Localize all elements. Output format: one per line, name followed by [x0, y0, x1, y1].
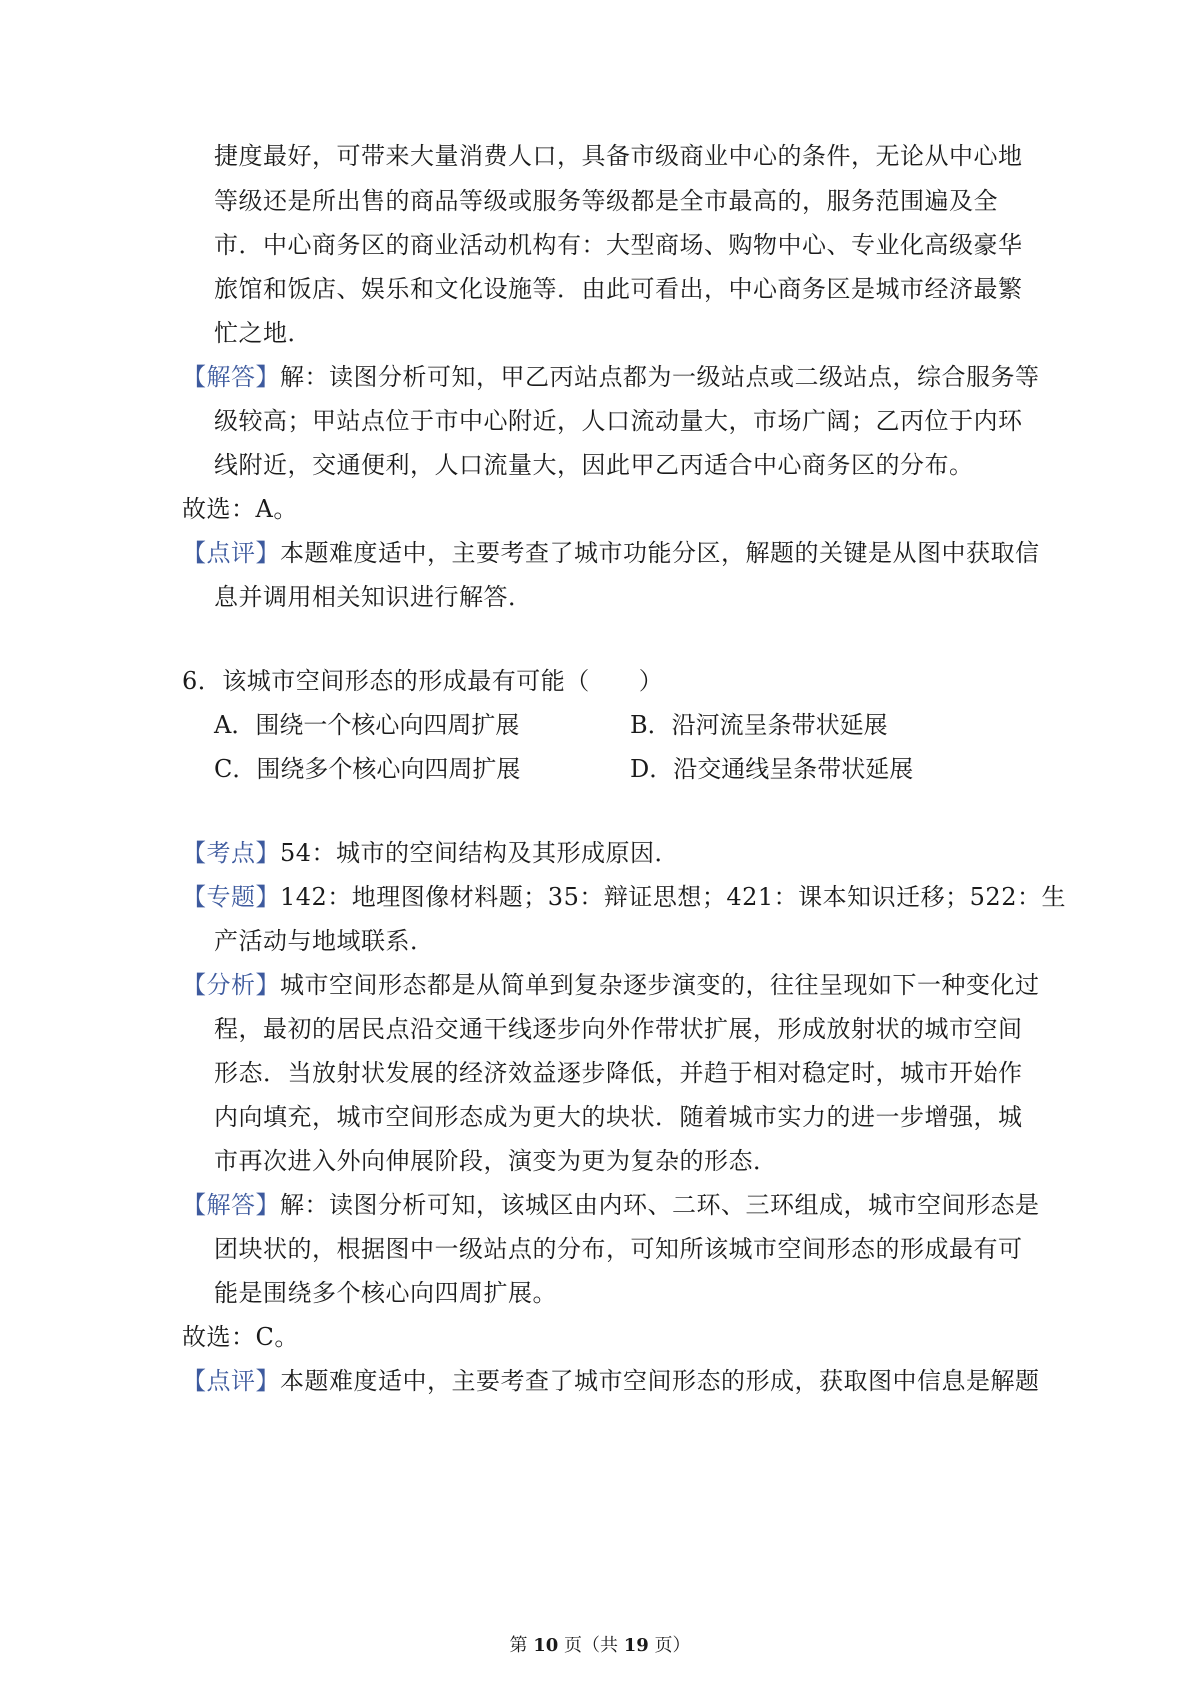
- fenxi-line: 内向填充，城市空间形态成为更大的块状．随着城市实力的进一步增强，城: [214, 1103, 1023, 1131]
- analysis-line: 等级还是所出售的商品等级或服务等级都是全市最高的，服务范围遍及全: [214, 187, 998, 215]
- zhuanti-line: 产活动与地域联系．: [214, 927, 435, 955]
- analysis-line: 市．中心商务区的商业活动机构有：大型商场、购物中心、专业化高级豪华: [214, 231, 1023, 259]
- fenxi-line: 形态．当放射状发展的经济效益逐步降低，并趋于相对稳定时，城市开始作: [214, 1059, 1023, 1087]
- answer-line: 线附近，交通便利，人口流量大，因此甲乙丙适合中心商务区的分布。: [214, 451, 974, 479]
- dianping-paragraph: [182, 1365, 1040, 1397]
- jieda-paragraph: [182, 1189, 1040, 1221]
- zhuanti-line: 142：地理图像材料题；35：辩证思想；421：课本知识迁移；522：生: [280, 883, 1066, 911]
- question-stem: 6．该城市空间形态的形成最有可能（ ）: [182, 667, 664, 695]
- option-c: C．围绕多个核心向四周扩展: [214, 755, 521, 783]
- answer-line: 解：读图分析可知，甲乙丙站点都为一级站点或二级站点，综合服务等: [280, 363, 1040, 391]
- comment-line: 本题难度适中，主要考查了城市功能分区，解题的关键是从图中获取信: [280, 539, 1040, 567]
- dianping-tag: 【点评】: [182, 1367, 280, 1395]
- option-a: A．围绕一个核心向四周扩展: [214, 711, 520, 739]
- jieda-line: 团块状的，根据图中一级站点的分布，可知所该城市空间形态的形成最有可: [214, 1235, 1023, 1263]
- jieda-tag: 【解答】: [182, 1191, 280, 1219]
- answer-paragraph: [182, 361, 1040, 393]
- fenxi-tag: 【分析】: [182, 971, 280, 999]
- kaodian-text: 54：城市的空间结构及其形成原因．: [280, 839, 680, 867]
- footer-total-pages: 19: [623, 1635, 649, 1656]
- comment-line: 息并调用相关知识进行解答．: [214, 583, 533, 611]
- fenxi-line: 市再次进入外向伸展阶段，演变为更为复杂的形态．: [214, 1147, 778, 1175]
- page-footer: [0, 1634, 1200, 1658]
- kaodian-paragraph: [182, 837, 679, 869]
- jieda-line: 解：读图分析可知，该城区由内环、二环、三环组成，城市空间形态是: [280, 1191, 1040, 1219]
- analysis-line: 捷度最好，可带来大量消费人口，具备市级商业中心的条件，无论从中心地: [214, 142, 1023, 170]
- footer-page-number: 10: [533, 1635, 559, 1656]
- analysis-line: 旅馆和饭店、娱乐和文化设施等．由此可看出，中心商务区是城市经济最繁: [214, 275, 1023, 303]
- jieda-line: 能是围绕多个核心向四周扩展。: [214, 1279, 557, 1307]
- kaodian-tag: 【考点】: [182, 839, 280, 867]
- footer-suffix: 页）: [654, 1635, 691, 1656]
- choice-result: 故选：C。: [182, 1323, 299, 1351]
- zhuanti-paragraph: [182, 881, 1066, 913]
- fenxi-line: 程，最初的居民点沿交通干线逐步向外作带状扩展，形成放射状的城市空间: [214, 1015, 1023, 1043]
- option-d: D．沿交通线呈条带状延展: [630, 755, 914, 783]
- fenxi-line: 城市空间形态都是从简单到复杂逐步演变的，往往呈现如下一种变化过: [280, 971, 1040, 999]
- zhuanti-tag: 【专题】: [182, 883, 280, 911]
- choice-result: 故选：A。: [182, 495, 298, 523]
- fenxi-paragraph: [182, 969, 1040, 1001]
- analysis-line: 忙之地．: [214, 319, 312, 347]
- answer-line: 级较高；甲站点位于市中心附近，人口流动量大，市场广阔；乙丙位于内环: [214, 407, 1023, 435]
- comment-paragraph: [182, 537, 1040, 569]
- option-b: B．沿河流呈条带状延展: [630, 711, 888, 739]
- footer-prefix: 第: [509, 1635, 528, 1656]
- dianping-text: 本题难度适中，主要考查了城市空间形态的形成，获取图中信息是解题: [280, 1367, 1040, 1395]
- footer-middle: 页（共: [564, 1635, 618, 1656]
- answer-tag: 【解答】: [182, 363, 280, 391]
- comment-tag: 【点评】: [182, 539, 280, 567]
